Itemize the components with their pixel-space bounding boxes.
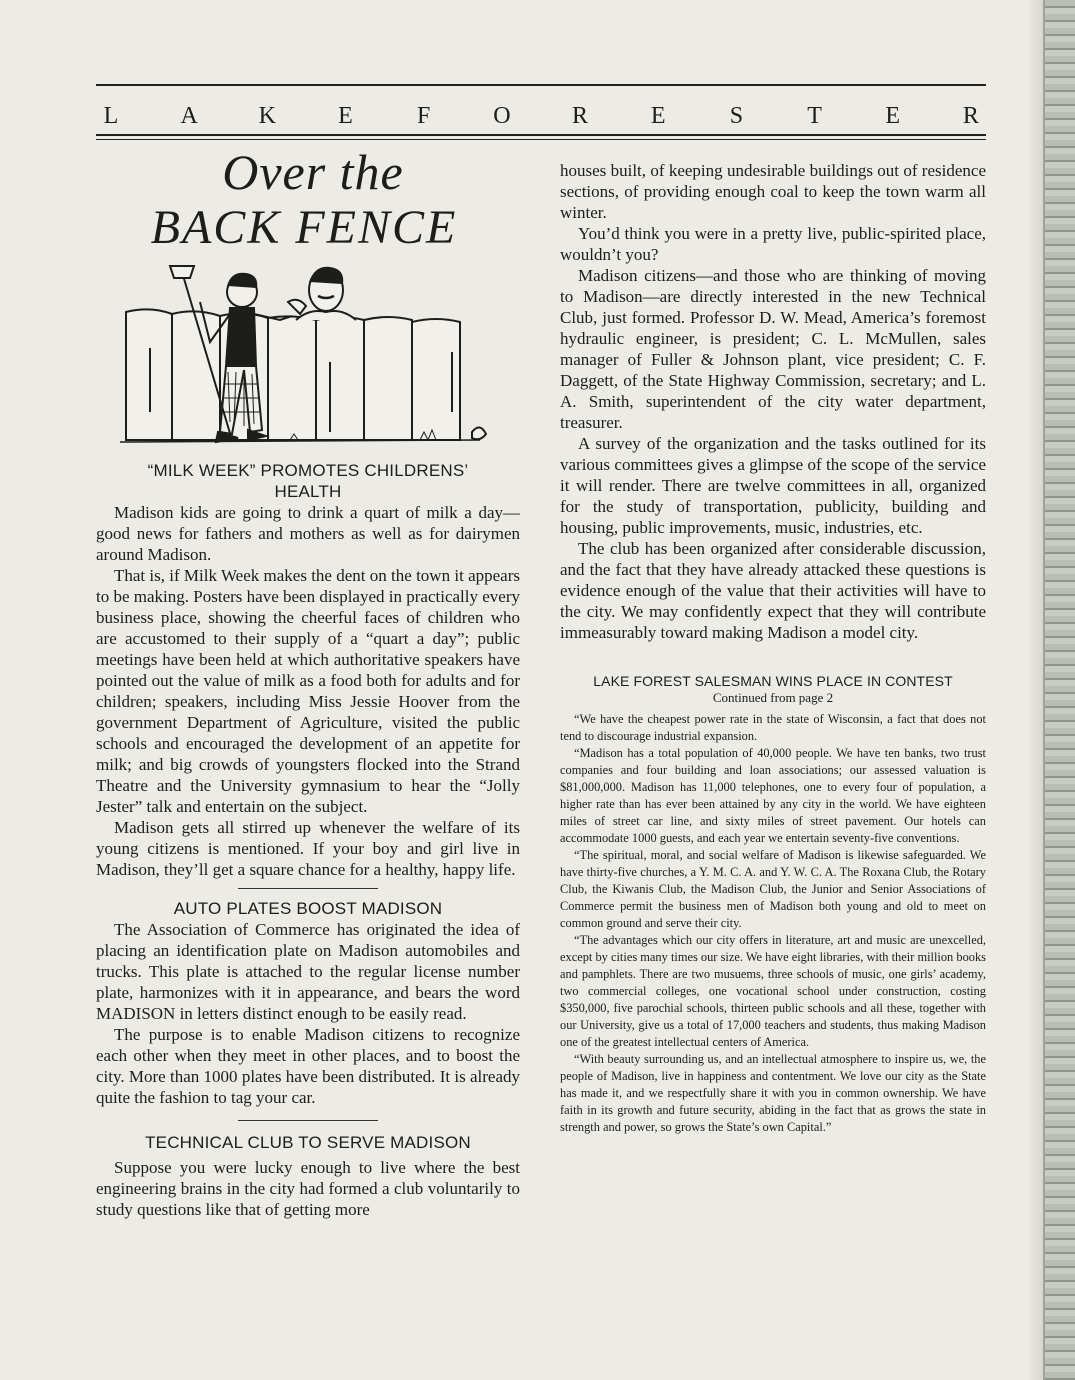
salesman-paragraph: “With beauty surrounding us, and an intellectual atmosphere to inspire us, we, the people of Madison, live in happiness and contentment. We love our city as the State has made it, and we respectfully share it with you in common ownership. We have faith in its growth and future security, abiding in the fact that as grows the state in strength and power, so grows the State’s own Capital.” bbox=[560, 1052, 986, 1134]
technical-club-paragraph: Suppose you were lucky enough to live where the best engineering brains in the city had formed a club voluntarily to study questions like that of getting more bbox=[96, 1158, 520, 1219]
back-fence-illustration bbox=[120, 262, 492, 452]
salesman-paragraph: “The advantages which our city offers in literature, art and music are unexcelled, except by cities many times our size. We have eight libraries, with their million books and pamphlets. There are two musuems, three schools of music, one girls’ academy, two commercial colleges, one vocational school under construction, costing $350,000, five parochial schools, thirteen public schools and all these, together with our University, give us a total of 17,000 teachers and students, thus making Madison one of the greatest intellectual centers of America. bbox=[560, 933, 986, 1049]
technical-club-paragraph: The club has been organized after considerable discussion, and the fact that they have already attacked these questions is evidence enough of the value that their activities will have to the city. We may confidently expect that they will contribute immeasurably toward making Madison a model city. bbox=[560, 539, 986, 642]
article-separator bbox=[238, 1120, 378, 1121]
salesman-heading: LAKE FOREST SALESMAN WINS PLACE IN CONTEST bbox=[593, 673, 953, 689]
masthead-letter: T bbox=[807, 102, 822, 129]
feature-title-line1: Over the bbox=[222, 144, 404, 200]
masthead-letter: F bbox=[417, 102, 431, 129]
masthead-letter: E bbox=[338, 102, 353, 129]
salesman-paragraph: “Madison has a total population of 40,000 people. We have ten banks, two trust companies and four building and loan associations; our assessed valuation is $81,000,000. Madison has 11,000 telephones, one to every four of population, a higher rate than has ever been attained by any city in the world. We have eighteen miles of street car line, and sixty miles of street pavement. Our hotels can accommodate 1000 guests, and each year we entertain seventy-five conventions. bbox=[560, 746, 986, 845]
masthead-letter: A bbox=[180, 102, 198, 129]
technical-club-paragraph: You’d think you were in a pretty live, public-spirited place, wouldn’t you? bbox=[560, 224, 986, 264]
milk-week-paragraph: Madison gets all stirred up whenever the welfare of its young citizens is mentioned. If your boy and girl live in Madison, they’ll get a square chance for a healthy, happy life. bbox=[96, 818, 520, 879]
masthead-letter: L bbox=[103, 102, 119, 129]
technical-club-continuation: houses built, of keeping undesirable buildings out of residence sections, of providing enough coal to keep the town warm all winter. bbox=[560, 161, 986, 222]
salesman-subheading: Continued from page 2 bbox=[712, 690, 834, 705]
milk-week-paragraph: That is, if Milk Week makes the dent on the town it appears to be making. Posters have been displayed in practically every business place, showing the cheerful faces of children who are accustomed to their supply of a “quart a day”; public meetings have been held at which authoritative speakers have pointed out the value of milk as a food both for adults and for children; speakers, including Miss Jessie Hoover from the government Department of Agriculture, visited the public schools and encouraged the development of an appetite for milk; and big crowds of youngsters flocked into the Strand Theatre and the University gymnasium to hear the “Jolly Jester” talk and entertain on the subject. bbox=[96, 566, 520, 816]
milk-week-heading-line2: HEALTH bbox=[274, 482, 342, 501]
auto-plates-heading: AUTO PLATES BOOST MADISON bbox=[173, 899, 443, 918]
auto-plates-paragraph: The purpose is to enable Madison citizens to recognize each other when they meet in other places, and to boost the city. More than 1000 plates have been distributed. It is already quite the fashion to tag your car. bbox=[96, 1025, 520, 1107]
masthead-letter: S bbox=[729, 102, 744, 129]
masthead bbox=[96, 101, 986, 131]
masthead-letter: R bbox=[572, 102, 589, 129]
masthead-letter: K bbox=[258, 102, 277, 129]
masthead-letter: E bbox=[650, 102, 666, 129]
masthead-rule-upper bbox=[96, 134, 986, 136]
article-separator bbox=[238, 888, 378, 889]
milk-week-heading bbox=[96, 460, 520, 502]
milk-week-heading-line1: “MILK WEEK” PROMOTES CHILDRENS’ bbox=[147, 461, 469, 480]
salesman-paragraph: “The spiritual, moral, and social welfare of Madison is likewise safeguarded. We have thirty-five churches, a Y. M. C. A. and Y. W. C. A. The Roxana Club, the Rotary Club, the Kiwanis Club, the Madison Club, the Junior and Senior Associations of Commerce permit the business men of Madison both young and old to meet on common ground and serve their city. bbox=[560, 848, 986, 930]
feature-title-line2: BACK FENCE bbox=[150, 201, 458, 254]
masthead-letter: E bbox=[885, 102, 901, 129]
milk-week-paragraph: Madison kids are going to drink a quart of milk a day—good news for fathers and mothers as well as for dairymen around Madison. bbox=[96, 503, 520, 564]
top-rule bbox=[96, 84, 986, 86]
technical-club-paragraph: Madison citizens—and those who are thinking of moving to Madison—are directly interested in the new Technical Club, just formed. Professor D. W. Mead, America’s foremost hydraulic engineer, is president; C. L. McMullen, sales manager of Fuller & Johnson plant, vice president; C. F. Daggett, of the State Highway Commission, secretary; and L. A. Smith, superintendent of the city water department, treasurer. bbox=[560, 266, 986, 432]
technical-club-paragraph: A survey of the organization and the tasks outlined for its various committees gives a glimpse of the scope of the service it will render. There are twelve committees in all, organized for the study of transportation, publicity, building and housing, public improvements, music, industries, etc. bbox=[560, 434, 986, 537]
right-column bbox=[560, 160, 986, 1136]
technical-club-heading: TECHNICAL CLUB TO SERVE MADISON bbox=[145, 1133, 471, 1152]
masthead-letter: O bbox=[493, 102, 511, 129]
book-binding bbox=[1043, 0, 1075, 1380]
salesman-paragraph: “We have the cheapest power rate in the state of Wisconsin, a fact that does not tend to discourage industrial expansion. bbox=[560, 712, 986, 743]
auto-plates-paragraph: The Association of Commerce has originated the idea of placing an identification plate on Madison automobiles and trucks. This plate is attached to the regular license number plate, harmonizes with it in appearance, and bears the word MADISON in letters distinct enough to be easily read. bbox=[96, 920, 520, 1023]
masthead-letter: R bbox=[962, 102, 979, 129]
left-column bbox=[96, 140, 520, 1220]
